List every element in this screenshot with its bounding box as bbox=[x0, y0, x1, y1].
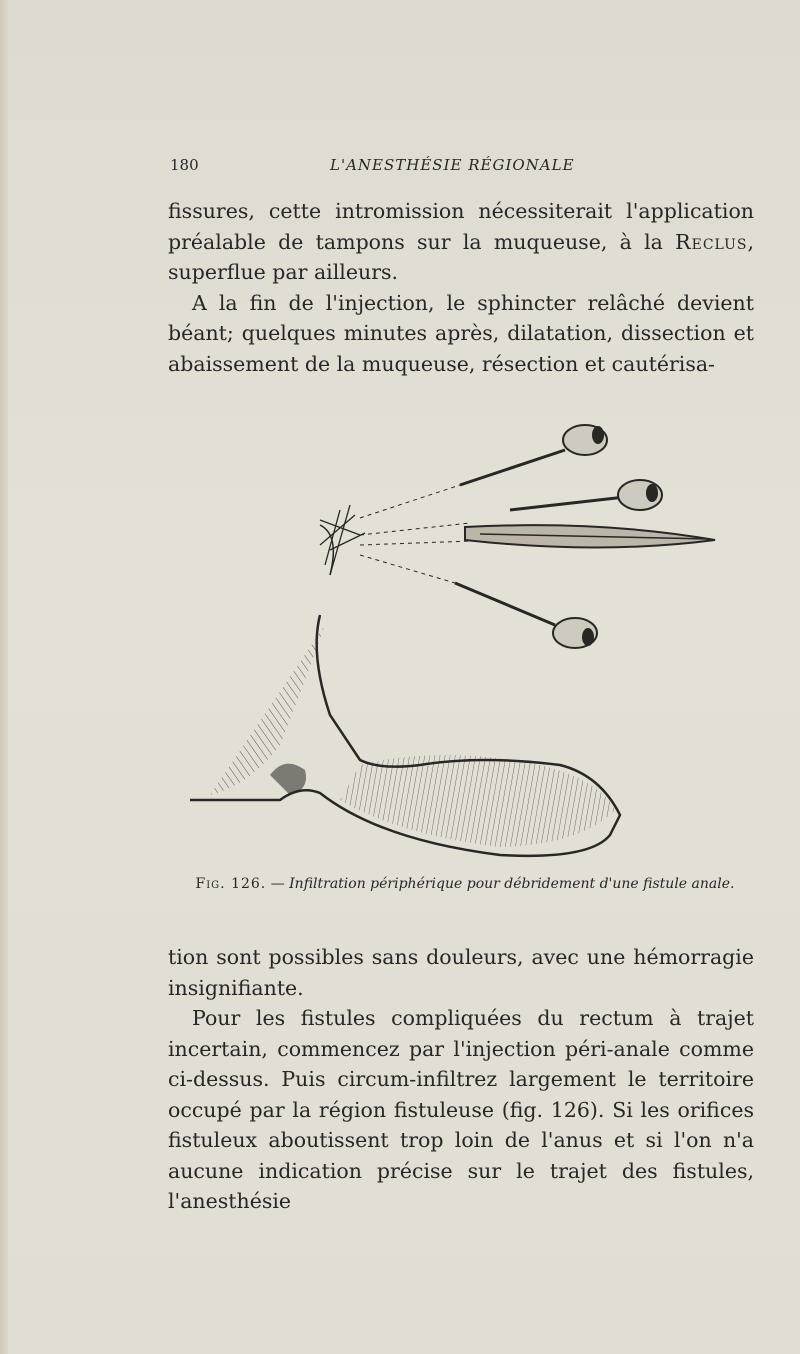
syringe-1 bbox=[460, 425, 607, 485]
paragraph-fistules: Pour les fistules compliquées du rectum à trajet incertain, commencez par l'injection péri-anale comme ci-dessus. Puis circum-infiltrez largement le territoire occupé par la région fistuleuse (fig. 126). Si les orifices fistuleux aboutissent trop loin de l'anus et si l'on n'a aucune indication précise sur le trajet des fistules, l'anesthésie bbox=[168, 1006, 754, 1213]
running-title: L'ANESTHÉSIE RÉGIONALE bbox=[330, 156, 575, 174]
page-edge bbox=[0, 0, 8, 1354]
figure-caption: Fig. 126. — Infiltration périphérique pour débridement d'une fistule anale. bbox=[195, 876, 735, 892]
syringe-2 bbox=[510, 480, 662, 510]
text-bottom bbox=[168, 942, 754, 1217]
buttock-outline bbox=[190, 615, 620, 856]
scalpel bbox=[465, 525, 715, 547]
author-name: Reclus bbox=[675, 229, 748, 254]
syringe-3 bbox=[455, 583, 597, 648]
figure-126-illustration bbox=[180, 415, 740, 865]
paragraph-continuation: tion sont possibles sans douleurs, avec une hémorragie insignifiante. bbox=[168, 945, 754, 1000]
paragraph-continued: fissures, cette intromission nécessiterait l'application préalable de tampons sur la muqueuse, à la Reclus, superflue par ailleurs. bbox=[168, 199, 754, 284]
page-number: 180 bbox=[170, 156, 199, 174]
figure-caption-text: Infiltration périphérique pour débridement d'une fistule anale. bbox=[289, 876, 735, 892]
page-header bbox=[170, 156, 760, 180]
text-top bbox=[168, 196, 754, 379]
paragraph-injection: A la fin de l'injection, le sphincter relâché devient béant; quelques minutes après, dilatation, dissection et abaissement de la muqueuse, résection et cautérisa- bbox=[168, 290, 754, 376]
anal-region-tuft bbox=[320, 505, 365, 575]
figure-label: Fig. 126. bbox=[195, 876, 267, 892]
